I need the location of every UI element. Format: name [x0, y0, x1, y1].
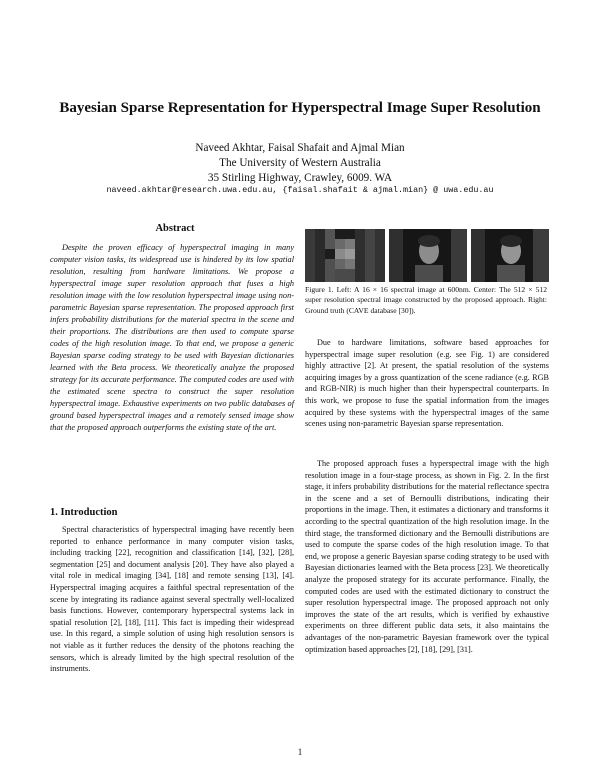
- figure-1-caption: Figure 1. Left: A 16 × 16 spectral image at 600nm. Center: The 512 × 512 super resolution spectral image constructed by the proposed approach. Right: Ground truth (CAVE database [30]).: [305, 285, 547, 315]
- intro-paragraph: Spectral characteristics of hyperspectral imaging have recently been reported to enhance performance in many computer vision tasks, including tracking [22], recognition and classification [14], [32], [28], segmentation [25] and document analysis [20]. They have also played a vital role in medical imaging [34], [18] and remote sensing [13], [4]. Hyperspectral imaging acquires a faithful spectral representation of the scene by integrating its radiance against several spectrally well-localized basis functions. However, contemporary hyperspectral systems lack in spatial resolution [2], [18], [11]. This fact is impeding their widespread use. In this regard, a simple solution of using high resolution sensors is not viable as it further reduces the density of the photons reaching the sensors, which is already limited by the high spectral resolution of the instruments.: [50, 525, 294, 674]
- figure-1: [305, 229, 549, 282]
- figure-1-low-res-image: [305, 229, 385, 282]
- author-emails: naveed.akhtar@research.uwa.edu.au, {faisal.shafait & ajmal.mian} @ uwa.edu.au: [106, 185, 494, 195]
- author-names: Naveed Akhtar, Faisal Shafait and Ajmal Mian: [195, 142, 405, 154]
- pixelated-face-image: [305, 229, 385, 282]
- address: 35 Stirling Highway, Crawley, 6009. WA: [207, 172, 393, 184]
- abstract-heading: Abstract: [155, 223, 195, 234]
- figure-1-ground-truth-image: [471, 229, 549, 282]
- right-paragraph-2: The proposed approach fuses a hyperspectral image with the high resolution image in a four-stage process, as shown in Fig. 2. In the first stage, it infers probability distributions for the material reflectance spectra in the scene and a set of Bernoulli distributions, indicating their proportions in the image. Then, it estimates a dictionary and transforms it according to the spectral quantization of the high resolution image. In the third stage, the transformed dictionary and the Bernoulli distributions are used to compute the sparse codes of the high resolution image. To that end, we propose a generic Bayesian sparse coding strategy to be used with Bayesian dictionaries learned with the Beta process [23]. We theoretically analyze the proposed strategy for its accurate performance. Finally, the computed codes are used with the estimated dictionary to construct the super resolution hyperspectral image. The proposed approach not only improves the state of the art results, which is verified by exhaustive experiments on three different public data sets, it also maintains the advantages of the non-parametric Bayesian framework over the typical optimization based approaches [2], [18], [29], [31].: [305, 459, 549, 654]
- paper-title: Bayesian Sparse Representation for Hyperspectral Image Super Resolution: [59, 100, 541, 116]
- abstract-text: Despite the proven efficacy of hyperspectral imaging in many computer vision tasks, its widespread use is hindered by its low spatial resolution, resulting from hardware limitations. We propose a hyperspectral image super resolution approach that fuses a high resolution image with the low resolution hyperspectral image using non-parametric Bayesian sparse representation. The proposed approach first infers probability distributions for the material spectra in the scene and their proportions. The distributions are then used to compute sparse codes of the high resolution image. To that end, we propose a generic Bayesian sparse coding strategy to be used with Bayesian dictionaries learned with the Beta process. We theoretically analyze the proposed strategy for its accurate performance. The computed codes are used with the estimated scene spectra to construct the super resolution hyperspectral image. Exhaustive experiments on two public databases of ground based hyperspectral images and a remotely sensed image show that the proposed approach outperforms the existing state of the art.: [50, 243, 294, 432]
- author-block: [0, 141, 600, 186]
- face-image: [389, 229, 467, 282]
- figure-1-super-resolution-image: [389, 229, 467, 282]
- face-image: [471, 229, 549, 282]
- affiliation: The University of Western Australia: [219, 157, 381, 169]
- right-paragraph-1: Due to hardware limitations, software based approaches for hyperspectral image super resolution (e.g. see Fig. 1) are considered highly attractive [2]. At present, the spatial resolution of the systems acquiring images by a gross quantization of the scene radiance (e.g. RGB and RGB-NIR) is much higher than their hyperspectral counterparts. In this work, we propose to fuse the spatial information from the images acquired by these systems with the hyperspectral images of the same scenes using non-parametric Bayesian sparse representation.: [305, 338, 549, 429]
- page-number: 1: [297, 747, 303, 757]
- section-heading-introduction: 1. Introduction: [50, 507, 118, 518]
